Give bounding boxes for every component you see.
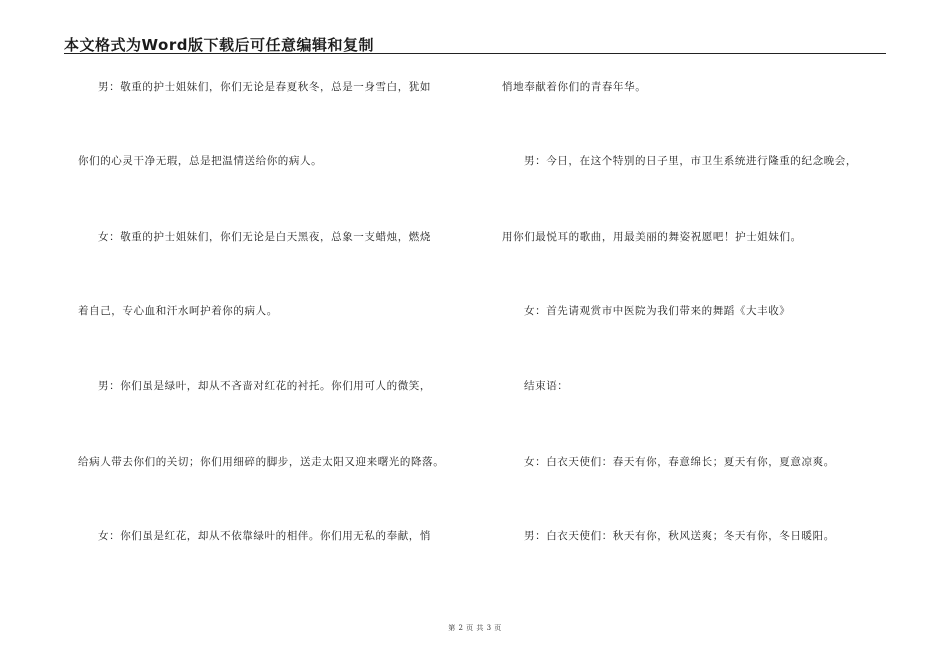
left-paragraph-1: 男：敬重的护士姐妹们，你们无论是春夏秋冬，总是一身雪白，犹如 [98, 81, 431, 93]
left-paragraph-7: 女：你们虽是红花，却从不依靠绿叶的相伴。你们用无私的奉献，悄 [98, 530, 431, 542]
right-paragraph-2: 男：今日，在这个特别的日子里，市卫生系统进行隆重的纪念晚会， [524, 155, 857, 167]
right-paragraph-7: 男：白衣天使们：秋天有你，秋风送爽；冬天有你，冬日暖阳。 [524, 530, 835, 542]
right-paragraph-1: 悄地奉献着你们的青春年华。 [502, 81, 647, 93]
right-paragraph-6: 女：白衣天使们：春天有你，春意绵长；夏天有你，夏意凉爽。 [524, 456, 835, 468]
left-paragraph-3: 女：敬重的护士姐妹们，你们无论是白天黑夜，总象一支蜡烛，燃烧 [98, 231, 431, 243]
right-paragraph-4: 女：首先请观赏市中医院为我们带来的舞蹈《大丰收》 [524, 305, 791, 317]
left-paragraph-5: 男：你们虽是绿叶，却从不吝啬对红花的衬托。你们用可人的微笑， [98, 380, 431, 392]
right-paragraph-5: 结束语： [524, 380, 569, 392]
left-paragraph-2: 你们的心灵干净无瑕，总是把温情送给你的病人。 [78, 155, 323, 167]
document-header-title: 本文格式为Word版下载后可任意编辑和复制 [64, 36, 374, 54]
left-paragraph-6: 给病人带去你们的关切；你们用细碎的脚步，送走太阳又迎来曙光的降落。 [78, 456, 445, 468]
left-paragraph-4: 着自己，专心血和汗水呵护着你的病人。 [78, 305, 278, 317]
header-divider [64, 53, 886, 54]
page-number: 第 2 页 共 3 页 [448, 624, 502, 632]
right-paragraph-3: 用你们最悦耳的歌曲，用最美丽的舞姿祝愿吧！护士姐妹们。 [502, 231, 802, 243]
